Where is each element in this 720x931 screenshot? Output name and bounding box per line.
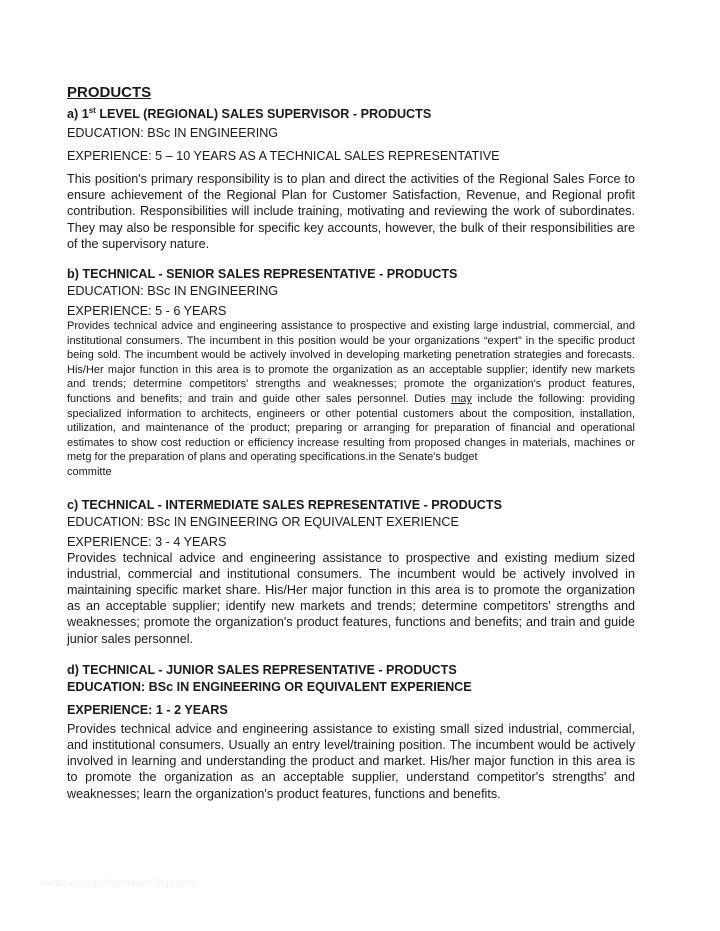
section-b-body-may: may bbox=[451, 392, 472, 405]
section-b-body-part1: Provides technical advice and engineering assistance to prospective and existing large industrial, commercial, and institutional consumers. The incumbent in this position would be your organizations “expert” in the specific product being sold. The incumbent would be actively involved in developing marketing penetration strategies and forecasts. His/Her major function in this area is to promote the organization as an acceptable supplier; identify new markets and trends; determine competitors' strengths and weaknesses; promote the organization's product features, functions and benefits; and train and guide other sales personnel. Duties bbox=[67, 320, 635, 405]
section-a-education: EDUCATION: BSc IN ENGINEERING bbox=[67, 126, 279, 140]
section-b-body-part2: include the following: providing specialized information to architects, engineers or other potential customers about the composition, installation, utilization, and maintenance of the product; preparing or arranging for preparation of financial and operational estimates to show cost reduction or efficiency increase resulting from proposed changes in materials, machines or metg for the preparation of plans and operating specifications.in the Senate's budget bbox=[67, 392, 635, 464]
document-title: PRODUCTS bbox=[67, 84, 152, 101]
section-a-heading-rest: LEVEL (REGIONAL) SALES SUPERVISOR - PRODUCTS bbox=[95, 107, 432, 121]
section-b-body bbox=[67, 319, 635, 465]
section-b-experience: EXPERIENCE: 5 - 6 YEARS bbox=[67, 304, 227, 319]
section-b-heading: b) TECHNICAL - SENIOR SALES REPRESENTATIVE - PRODUCTS bbox=[67, 267, 458, 282]
section-d-education: EDUCATION: BSc IN ENGINEERING OR EQUIVALENT EXPERIENCE bbox=[67, 679, 472, 694]
section-a-heading-sup: st bbox=[88, 105, 96, 115]
section-c bbox=[67, 497, 635, 647]
section-a bbox=[67, 106, 635, 252]
section-c-experience: EXPERIENCE: 3 - 4 YEARS bbox=[67, 534, 227, 549]
section-d-experience: EXPERIENCE: 1 - 2 YEARS bbox=[67, 702, 228, 717]
section-d-body: Provides technical advice and engineering assistance to existing small sized industrial, commercial, and institutional consumers. Usually an entry level/training position. The incumbent would be actively involved in learning and understanding the product and market. His/her major function in this area is to promote the organization as an acceptable supplier, understand competitor's strengths' and weaknesses; learn the organization's product features, functions and benefits. bbox=[67, 721, 635, 801]
section-d-heading: d) TECHNICAL - JUNIOR SALES REPRESENTATIVE - PRODUCTS bbox=[67, 662, 457, 677]
section-d bbox=[67, 662, 635, 802]
watermark: www.heritagechristiancollege.com bbox=[40, 878, 198, 889]
section-b-education: EDUCATION: BSc IN ENGINEERING bbox=[67, 284, 279, 299]
section-a-experience: EXPERIENCE: 5 – 10 YEARS AS A TECHNICAL SALES REPRESENTATIVE bbox=[67, 149, 500, 163]
section-a-body: This position's primary responsibility is to plan and direct the activities of the Regional Sales Force to ensure achievement of the Regional Plan for Customer Satisfaction, Revenue, and Regional profit contribution. Responsibilities will include training, motivating and reviewing the work of subordinates. They may also be responsible for specific key accounts, however, the bulk of their responsibilities are of the supervisory nature. bbox=[67, 172, 635, 251]
section-a-heading-prefix: a) 1 bbox=[67, 107, 89, 121]
section-c-heading: c) TECHNICAL - INTERMEDIATE SALES REPRESENTATIVE - PRODUCTS bbox=[67, 497, 502, 512]
section-a-heading bbox=[67, 106, 635, 122]
section-b bbox=[67, 266, 635, 480]
section-b-body-tail: committe bbox=[67, 465, 112, 478]
section-c-body: Provides technical advice and engineering assistance to prospective and existing medium sized industrial, commercial and institutional consumers. The incumbent would be actively involved in maintaining specific market share. His/Her major function in this area is to promote the organization as an acceptable supplier; identify new markets and trends; determine competitors' strengths and weaknesses; promote the organization's product features, functions and benefits; and train and guide junior sales personnel. bbox=[67, 550, 635, 646]
section-c-education: EDUCATION: BSc IN ENGINEERING OR EQUIVALENT EXERIENCE bbox=[67, 514, 459, 529]
document-page bbox=[67, 84, 635, 802]
